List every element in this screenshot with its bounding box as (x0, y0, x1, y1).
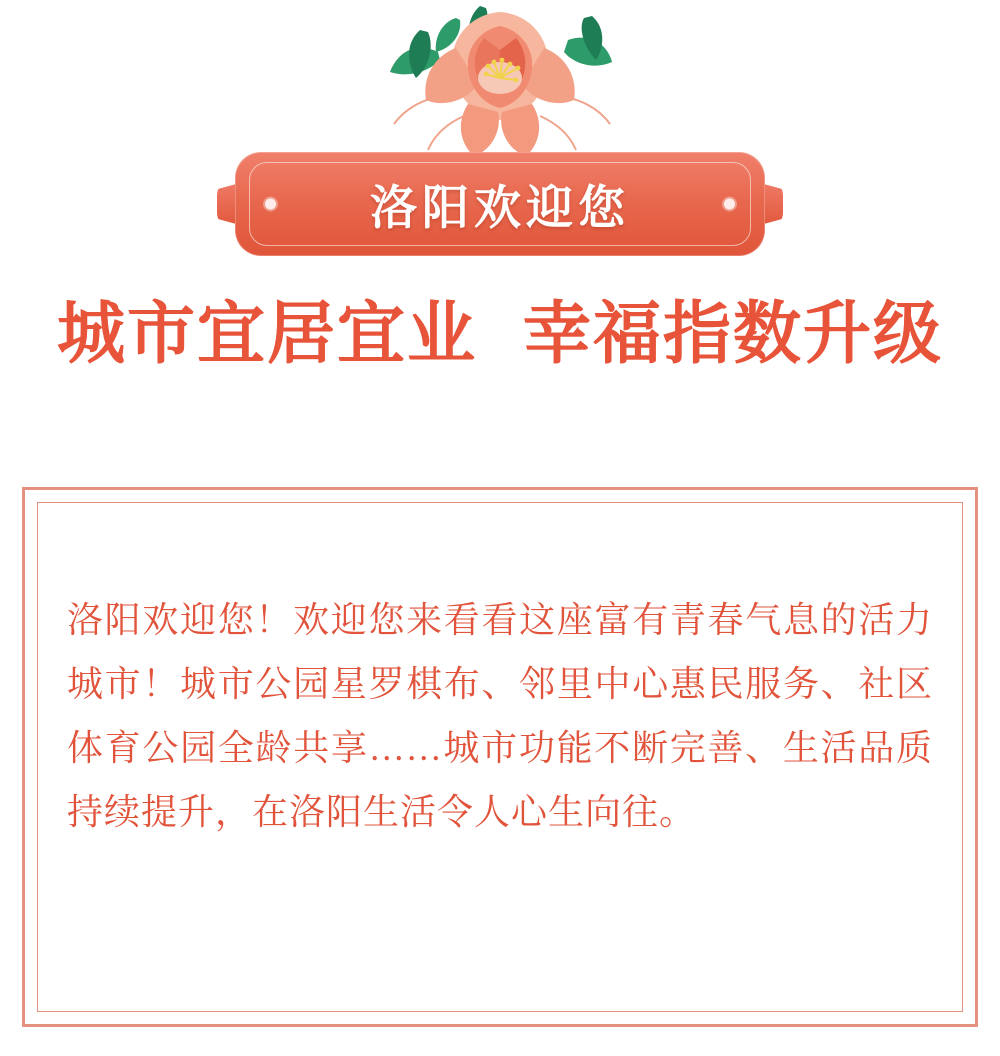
banner-title: 洛阳欢迎您 (370, 182, 630, 235)
content-paragraph: 洛阳欢迎您！欢迎您来看看这座富有青春气息的活力城市！城市公园星罗棋布、邻里中心惠民服务、社区体育公园全龄共享……城市功能不断完善、生活品质持续提升，在洛阳生活令人心生向往。 (67, 600, 933, 833)
headline-part-1: 城市宜居宜业 (56, 296, 477, 372)
peony-flower-decoration (360, 0, 640, 175)
headline-part-2: 幸福指数升级 (523, 296, 944, 372)
page-headline (0, 295, 1000, 373)
plaque-body (235, 152, 765, 256)
banner-plaque (235, 152, 765, 256)
content-frame (22, 487, 978, 1027)
peony-flower-icon (360, 0, 640, 175)
